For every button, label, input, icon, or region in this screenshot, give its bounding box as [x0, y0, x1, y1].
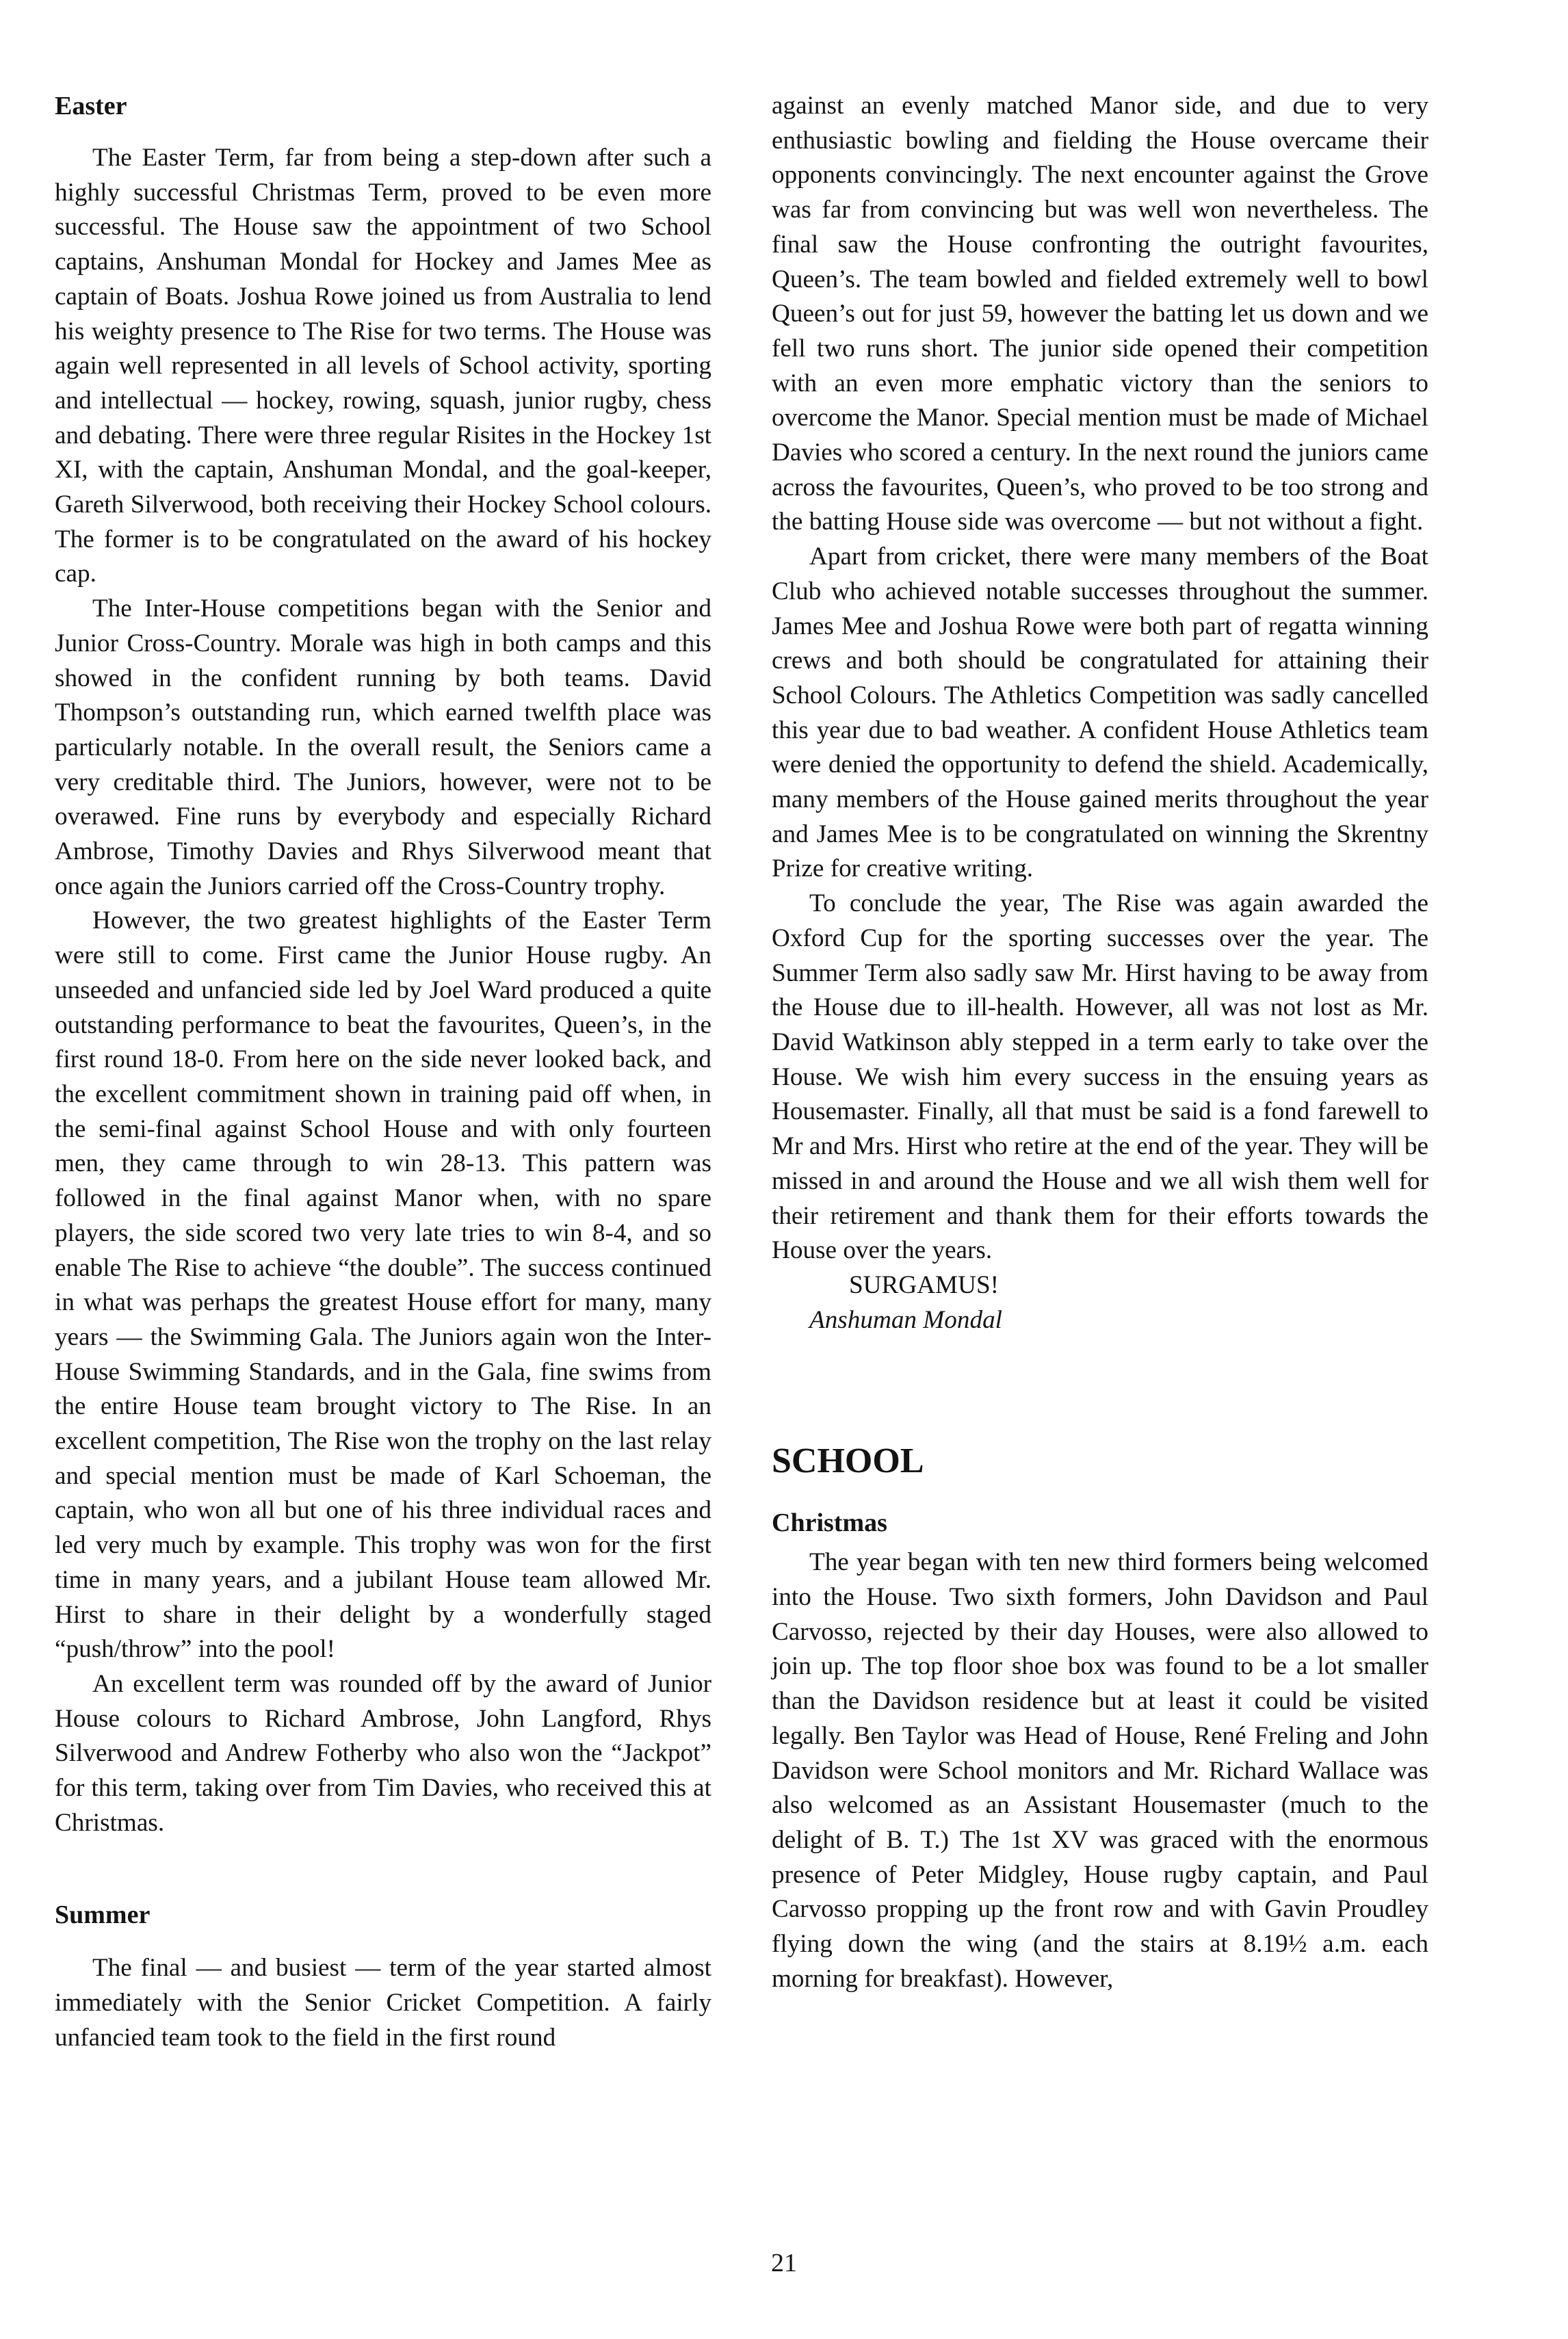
school-section-heading: SCHOOL — [772, 1441, 924, 1481]
summer-paragraph-1-continued: against an evenly matched Manor side, and due to very enthusiastic bowling and fielding the House overcame their opponents convincingly. The next encounter against the Grove was far from convincing but was well won nevertheless. The final saw the House confronting the outright favourites, Queen’s. The team bowled and fielded extremely well to bowl Queen’s out for just 59, however the batting let us down and we fell two runs short. The junior side opened their competition with an even more emphatic victory than the seniors to overcome the Manor. Special mention must be made of Michael Davies who scored a century. In the next round the juniors came across the favourites, Queen’s, who proved to be too strong and the batting House side was overcome — but not without a fight. — [772, 92, 1428, 536]
summer-heading: Summer — [55, 1900, 151, 1930]
page-number: 21 — [771, 2249, 797, 2277]
christmas-heading: Christmas — [772, 1508, 887, 1538]
easter-paragraph-2: The Inter-House competitions began with the Senior and Junior Cross-Country. Morale was high in both camps and this showed in the confident running by both teams. David Thompson’s outstanding run, which earned twelfth place was particularly notable. In the overall result, the Seniors came a very creditable third. The Juniors, however, were not to be overawed. Fine runs by everybody and especially Richard Ambrose, Timothy Davies and Rhys Silverwood meant that once again the Juniors carried off the Cross-Country trophy. — [55, 594, 711, 900]
left-column — [55, 89, 711, 2056]
right-column — [772, 89, 1428, 1996]
closing-motto: SURGAMUS! — [849, 1270, 999, 1299]
summer-paragraph-3: To conclude the year, The Rise was again awarded the Oxford Cup for the sporting successes over the year. The Summer Term also sadly saw Mr. Hirst having to be away from the House due to ill-health. However, all was not lost as Mr. David Watkinson ably stepped in a term early to take over the House. We wish him every success in the ensuing years as Housemaster. Finally, all that must be said is a fond farewell to Mr and Mrs. Hirst who retire at the end of the year. They will be missed in and around the House and we all wish them well for their retirement and thank them for their efforts towards the House over the years. — [772, 889, 1428, 1265]
easter-heading: Easter — [55, 92, 127, 120]
easter-paragraph-1: The Easter Term, far from being a step-down after such a highly successful Christmas Term, proved to be even more successful. The House saw the appointment of two School captains, Anshuman Mondal for Hockey and James Mee as captain of Boats. Joshua Rowe joined us from Australia to lend his weighty presence to The Rise for two terms. The House was again well represented in all levels of School activity, sporting and intellectual — hockey, rowing, squash, junior rugby, chess and debating. There were three regular Risites in the Hockey 1st XI, with the captain, Anshuman Mondal, and the goal-keeper, Gareth Silverwood, both receiving their Hockey School colours. The former is to be congratulated on the award of his hockey cap. — [55, 144, 711, 588]
christmas-paragraph-1: The year began with ten new third formers being welcomed into the House. Two sixth formers, John Davidson and Paul Carvosso, rejected by their day Houses, were also allowed to join up. The top floor shoe box was found to be a lot smaller than the Davidson residence but at least it could be visited legally. Ben Taylor was Head of House, René Freling and John Davidson were School monitors and Mr. Richard Wallace was also welcomed as an Assistant Housemaster (much to the delight of B. T.) The 1st XV was graced with the enormous presence of Peter Midgley, House rugby captain, and Paul Carvosso propping up the front row and with Gavin Proudley flying down the wing (and the stairs at 8.19½ a.m. each morning for breakfast). However, — [772, 1548, 1428, 1993]
author-signature: Anshuman Mondal — [809, 1305, 1002, 1334]
summer-paragraph-2: Apart from cricket, there were many members of the Boat Club who achieved notable successes throughout the summer. James Mee and Joshua Rowe were both part of regatta winning crews and both should be congratulated for attaining their School Colours. The Athletics Competition was sadly cancelled this year due to bad weather. A confident House Athletics team were denied the opportunity to defend the shield. Academically, many members of the House gained merits throughout the year and James Mee is to be congratulated on winning the Skrentny Prize for creative writing. — [772, 543, 1428, 883]
easter-paragraph-4: An excellent term was rounded off by the award of Junior House colours to Richard Ambrose, John Langford, Rhys Silverwood and Andrew Fotherby who also won the “Jackpot” for this term, taking over from Tim Davies, who received this at Christmas. — [55, 1669, 711, 1837]
summer-paragraph-1: The final — and busiest — term of the year started almost immediately with the Senior Cricket Competition. A fairly unfancied team took to the field in the first round — [55, 1954, 711, 2052]
easter-paragraph-3: However, the two greatest highlights of the Easter Term were still to come. First came the Junior House rugby. An unseeded and unfancied side led by Joel Ward produced a quite outstanding performance to beat the favourites, Queen’s, in the first round 18-0. From here on the side never looked back, and the excellent commitment shown in training paid off when, in the semi-final against School House and with only fourteen men, they came through to win 28-13. This pattern was followed in the final against Manor when, with no spare players, the side scored two very late tries to win 8-4, and so enable The Rise to achieve “the double”. The success continued in what was perhaps the greatest House effort for many, many years — the Swimming Gala. The Juniors again won the Inter-House Swimming Standards, and in the Gala, fine swims from the entire House team brought victory to The Rise. In an excellent competition, The Rise won the trophy on the last relay and special mention must be made of Karl Schoeman, the captain, who won all but one of his three individual races and led very much by example. This trophy was won for the first time in many years, and a jubilant House team allowed Mr. Hirst to share in their delight by a wonderfully staged “push/throw” into the pool! — [55, 906, 711, 1664]
